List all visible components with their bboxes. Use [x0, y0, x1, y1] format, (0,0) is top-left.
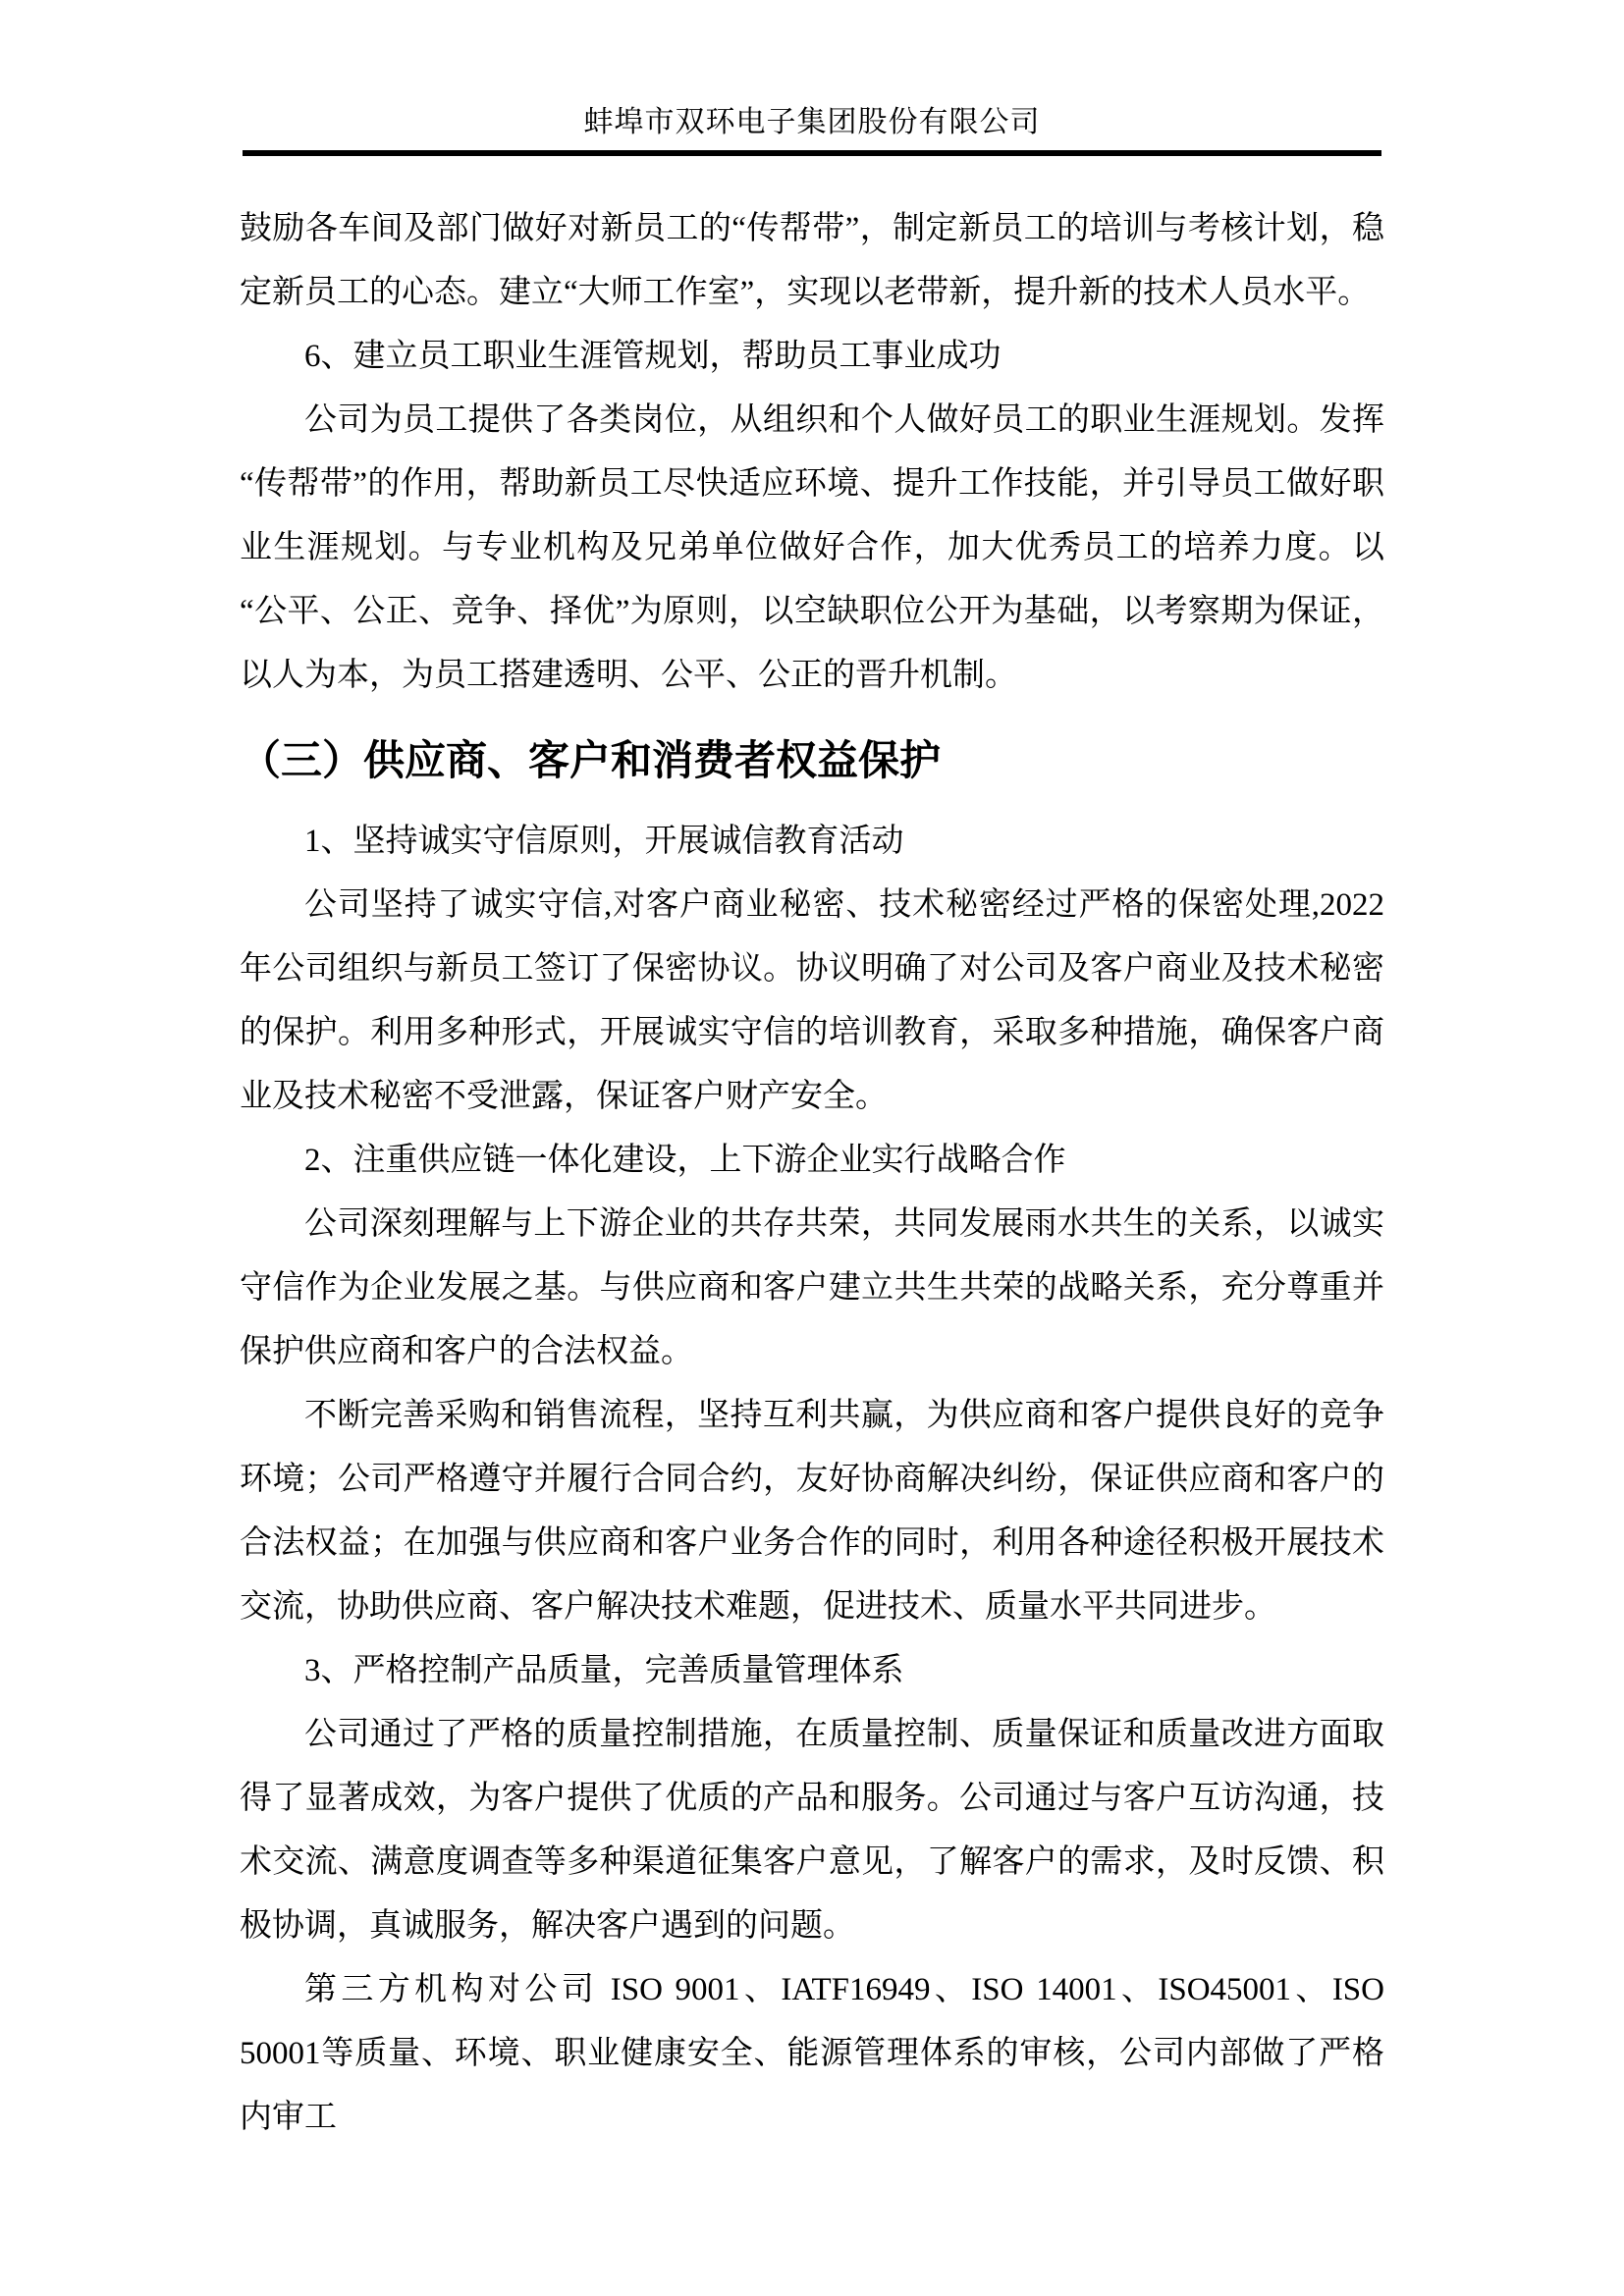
document-body [240, 197, 1384, 2150]
heading-section-3-supplier-customer-consumer-rights: （三）供应商、客户和消费者权益保护 [240, 737, 942, 783]
para-confidentiality: 公司坚持了诚实守信,对客户商业秘密、技术秘密经过严格的保密处理,2022年公司组织与新员工签订了保密协议。协议明确了对公司及客户商业及技术秘密的保护。利用多种形式，开展诚实守信的培训教育，采取多种措施，确保客户商业及技术秘密不受泄露，保证客户财产安全。 [240, 887, 1384, 1114]
para-career-development: 公司为员工提供了各类岗位，从组织和个人做好员工的职业生涯规划。发挥“传帮带”的作用，帮助新员工尽快适应环境、提升工作技能，并引导员工做好职业生涯规划。与专业机构及兄弟单位做好合作，加大优秀员工的培养力度。以“公平、公正、竞争、择优”为原则，以空缺职位公开为基础，以考察期为保证，以人为本，为员工搭建透明、公平、公正的晋升机制。 [240, 402, 1384, 693]
para-third-party-audit: 第三方机构对公司 ISO 9001、IATF16949、ISO 14001、ISO45001、ISO 50001等质量、环境、职业健康安全、能源管理体系的审核，公司内部做了严格内审工 [240, 1972, 1384, 2135]
subhead-1-integrity-education: 1、坚持诚实守信原则，开展诚信教育活动 [304, 824, 904, 859]
para-continuation-mentoring: 鼓励各车间及部门做好对新员工的“传帮带”，制定新员工的培训与考核计划，稳定新员工的心态。建立“大师工作室”，实现以老带新，提升新的技术人员水平。 [240, 211, 1384, 310]
para-supply-chain-relationship: 公司深刻理解与上下游企业的共存共荣，共同发展雨水共生的关系，以诚实守信作为企业发展之基。与供应商和客户建立共生共荣的战略关系，充分尊重并保护供应商和客户的合法权益。 [240, 1206, 1384, 1369]
para-procurement-sales-process: 不断完善采购和销售流程，坚持互利共赢，为供应商和客户提供良好的竞争环境；公司严格遵守并履行合同合约，友好协商解决纠纷，保证供应商和客户的合法权益；在加强与供应商和客户业务合作的同时，利用各种途径积极开展技术交流，协助供应商、客户解决技术难题，促进技术、质量水平共同进步。 [240, 1398, 1384, 1625]
para-quality-management: 公司通过了严格的质量控制措施，在质量控制、质量保证和质量改进方面取得了显著成效，为客户提供了优质的产品和服务。公司通过与客户互访沟通，技术交流、满意度调查等多种渠道征集客户意见，了解客户的需求，及时反馈、积极协调，真诚服务，解决客户遇到的问题。 [240, 1717, 1384, 1944]
subhead-3-quality-control: 3、严格控制产品质量，完善质量管理体系 [304, 1653, 904, 1688]
company-name: 蚌埠市双环电子集团股份有限公司 [583, 106, 1041, 138]
subhead-6-career-planning: 6、建立员工职业生涯管规划，帮助员工事业成功 [304, 339, 1001, 374]
page-header [243, 0, 1381, 156]
subhead-2-supply-chain-cooperation: 2、注重供应链一体化建设，上下游企业实行战略合作 [304, 1143, 1066, 1178]
